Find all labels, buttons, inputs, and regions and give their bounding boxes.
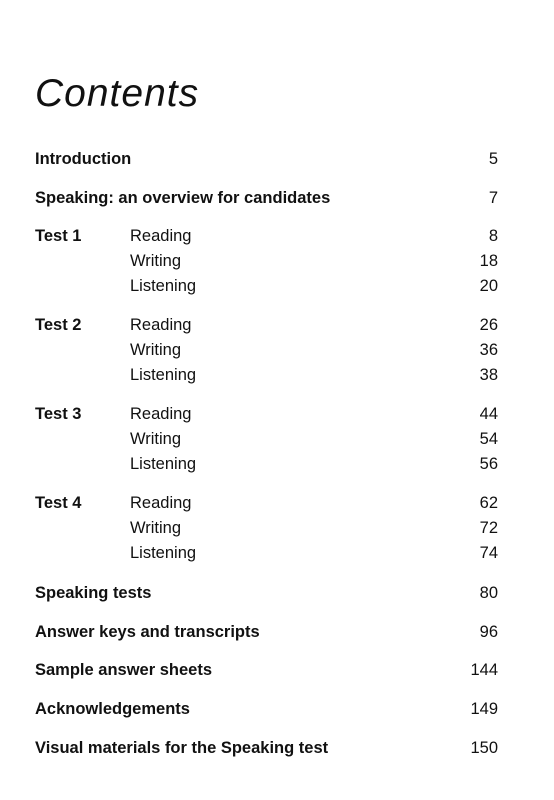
toc-page-number: 5 [488,150,498,168]
toc-subentry-listening[interactable] [130,542,498,564]
toc-subentry-writing[interactable] [130,517,498,539]
toc-page-number: 144 [470,661,498,679]
toc-subentry-label: Writing [130,430,182,448]
toc-entry-acknowledgements[interactable] [35,698,498,720]
toc-entry-visual-materials[interactable] [35,737,498,759]
toc-subentry-reading[interactable] [130,225,498,247]
toc-page-number: 8 [488,227,498,245]
toc-entry-title: Answer keys and transcripts [35,623,260,641]
toc-entry-title: Speaking tests [35,584,152,602]
toc-subentry-listening[interactable] [130,453,498,475]
toc-page-number: 149 [470,700,498,718]
toc-entry-speaking-tests[interactable] [35,582,498,604]
toc-subentry-listening[interactable] [130,275,498,297]
toc-page-number: 72 [479,519,498,537]
toc-page-number: 26 [479,316,498,334]
toc-entry-title: Visual materials for the Speaking test [35,739,329,757]
toc-page-number: 56 [479,455,498,473]
toc-page-number: 38 [479,366,498,384]
toc-subentry-label: Reading [130,316,192,334]
toc-subentry-reading[interactable] [130,403,498,425]
toc-subentry-label: Writing [130,252,182,270]
toc-page-number: 54 [479,430,498,448]
toc-page-number: 18 [479,252,498,270]
toc-page-number: 20 [479,277,498,295]
toc-page-number: 62 [479,494,498,512]
toc-subentry-label: Listening [130,455,197,473]
toc-group-test-3 [35,403,498,475]
toc-subentry-writing[interactable] [130,428,498,450]
toc-subentry-label: Writing [130,341,182,359]
toc-entry-speaking-overview[interactable] [35,187,498,209]
toc-group-title: Test 3 [35,405,82,423]
toc-subentry-label: Reading [130,494,192,512]
toc-subentry-label: Reading [130,227,192,245]
toc-subentry-label: Listening [130,544,197,562]
toc-entry-introduction[interactable] [35,148,498,170]
toc-group-test-2 [35,314,498,386]
toc-entry-sample-answer-sheets[interactable] [35,659,498,681]
toc-subentry-reading[interactable] [130,314,498,336]
toc-entry-title: Introduction [35,150,132,168]
toc-group-title: Test 4 [35,494,82,512]
toc-subentry-writing[interactable] [130,250,498,272]
toc-page-number: 150 [470,739,498,757]
toc-subentry-label: Writing [130,519,182,537]
toc-page-number: 36 [479,341,498,359]
toc-subentry-writing[interactable] [130,339,498,361]
toc-page-number: 96 [479,623,498,641]
toc-subentry-listening[interactable] [130,364,498,386]
toc-subentry-reading[interactable] [130,492,498,514]
toc-page-number: 7 [488,189,498,207]
toc-page-number: 44 [479,405,498,423]
toc-subentry-label: Listening [130,366,197,384]
toc-page-number: 80 [479,584,498,602]
toc-entry-title: Sample answer sheets [35,661,213,679]
toc-subentry-label: Listening [130,277,197,295]
toc-group-test-1 [35,225,498,297]
page-title: Contents [35,72,200,115]
toc-group-title: Test 1 [35,227,82,245]
toc-group-title: Test 2 [35,316,82,334]
toc-subentry-label: Reading [130,405,192,423]
toc-page-number: 74 [479,544,498,562]
toc-entry-answer-keys[interactable] [35,621,498,643]
toc-entry-title: Speaking: an overview for candidates [35,189,331,207]
toc-entry-title: Acknowledgements [35,700,190,718]
toc-group-test-4 [35,492,498,564]
